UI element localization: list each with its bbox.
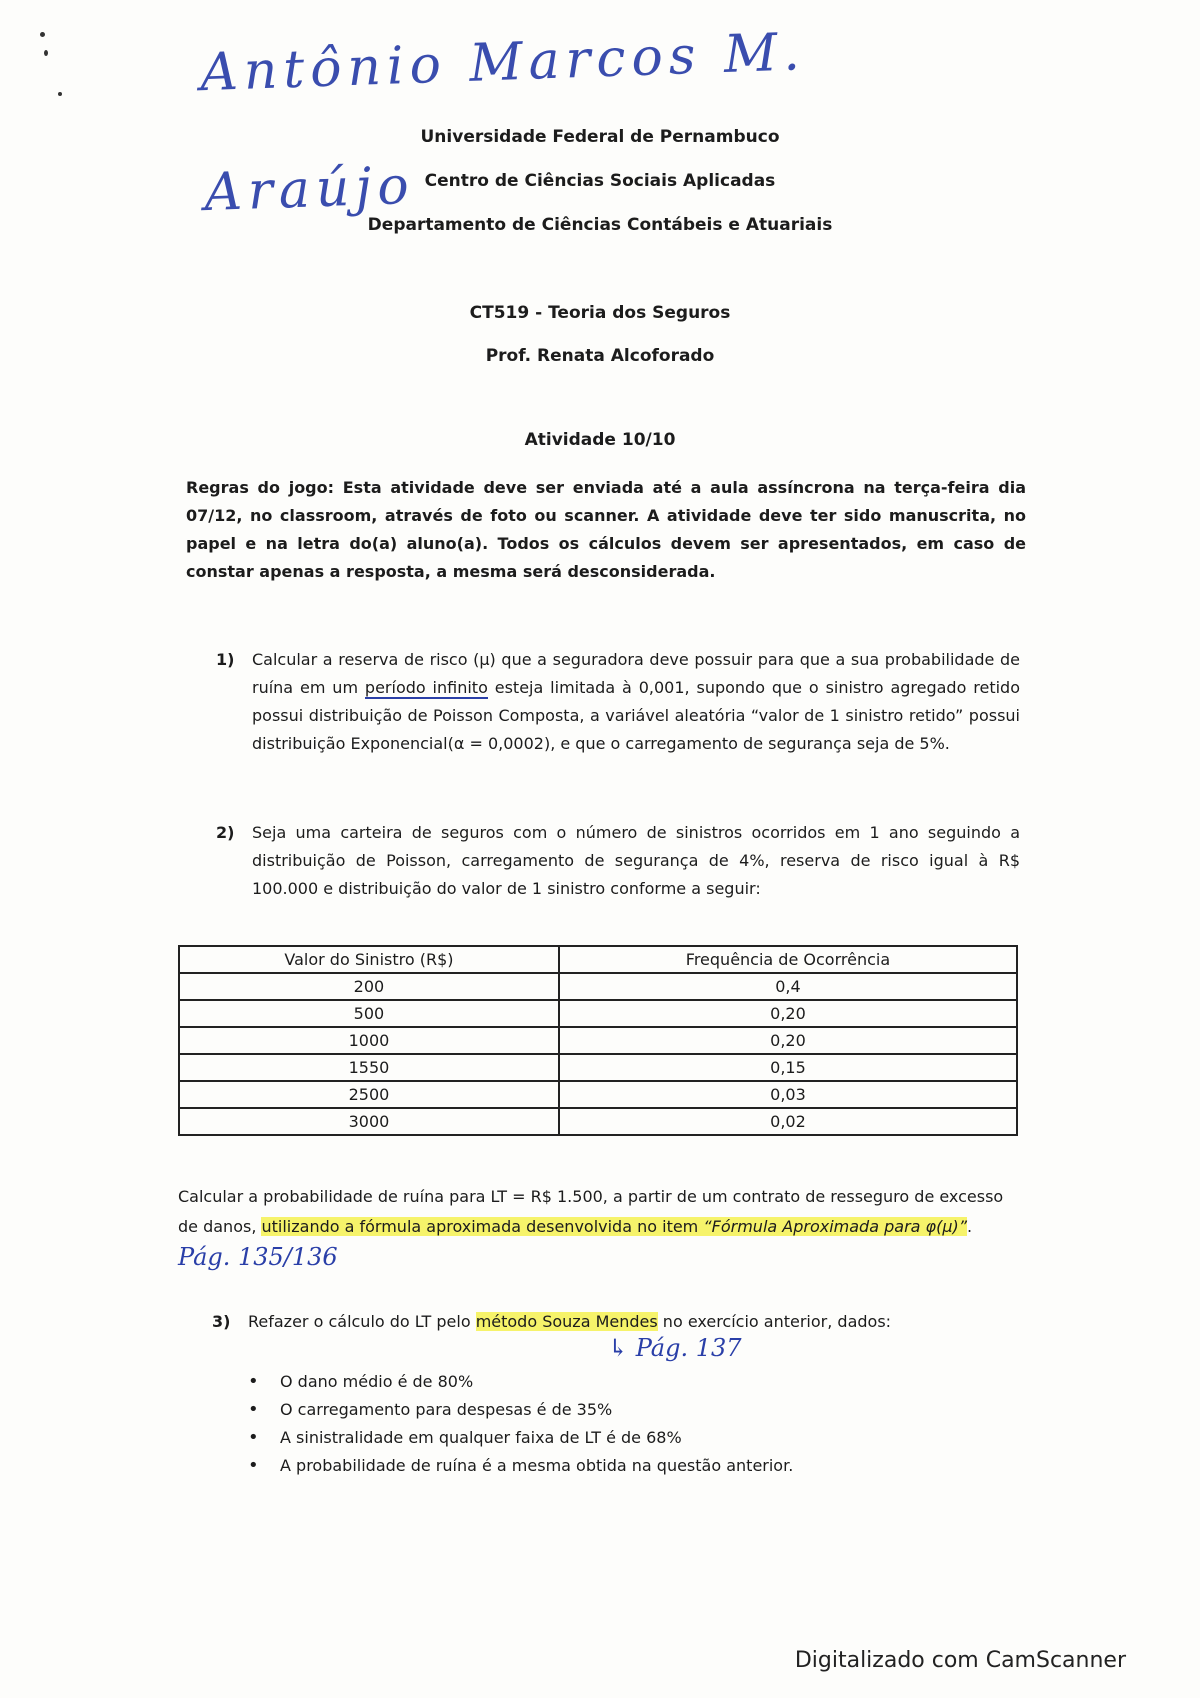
column-header: Valor do Sinistro (R$)	[179, 946, 559, 973]
handwritten-page-note: Pág. 135/136	[178, 1243, 338, 1271]
list-item: • O carregamento para despesas é de 35%	[248, 1396, 793, 1424]
column-header: Frequência de Ocorrência	[559, 946, 1017, 973]
question-1-number: 1)	[216, 650, 235, 669]
table-cell: 3000	[179, 1108, 559, 1135]
table-cell: 200	[179, 973, 559, 1000]
question-1-text: Calcular a reserva de risco (μ) que a seguradora deve possuir para que a sua probabilidade de ruína em um período infinito esteja limitada à 0,001, supondo que o sinistro agregado retido possui distribuição de Poisson Composta, a variável aleatória “valor de 1 sinistro retido” possui distribuição Exponencial(α = 0,0002), e que o carregamento de segurança seja de 5%.	[252, 650, 1020, 753]
rules-paragraph: Regras do jogo: Esta atividade deve ser enviada até a aula assíncrona na terça-feira dia 07/12, no classroom, através de foto ou scanner. A atividade deve ter sido manuscrita, no papel e na letra do(a) aluno(a). Todos os cálculos devem ser apresentados, em caso de constar apenas a resposta, a mesma será desconsiderada.	[186, 478, 1026, 581]
activity-title: Atividade 10/10	[524, 430, 676, 450]
question-2-calculation-text: Calcular a probabilidade de ruína para LT = R$ 1.500, a partir de um contrato de resseguro de excesso de danos, utilizando a fórmula aproximada desenvolvida no item “Fórmula Aproximada para φ(μ)”. Pág. 135/136	[178, 1187, 1004, 1271]
question-3-number: 3)	[212, 1312, 231, 1331]
scan-speck	[44, 50, 48, 56]
table-cell: 500	[179, 1000, 559, 1027]
table-row	[179, 1027, 1017, 1054]
highlighted-method: método Souza Mendes	[475, 1312, 658, 1331]
university-name: Universidade Federal de Pernambuco	[420, 127, 780, 147]
question-2-text: Seja uma carteira de seguros com o número de sinistros ocorridos em 1 ano seguindo a distribuição de Poisson, carregamento de segurança de 4%, reserva de risco igual à R$ 100.000 e distribuição do valor de 1 sinistro conforme a seguir:	[252, 823, 1020, 898]
table-cell: 0,15	[559, 1054, 1017, 1081]
list-item: • A probabilidade de ruína é a mesma obtida na questão anterior.	[248, 1452, 793, 1480]
table-row	[179, 1054, 1017, 1081]
list-item: • O dano médio é de 80%	[248, 1368, 793, 1396]
table-row	[179, 1081, 1017, 1108]
table-cell: 0,02	[559, 1108, 1017, 1135]
course-name: CT519 - Teoria dos Seguros	[469, 303, 731, 323]
highlighted-formula-title: “Fórmula Aproximada para φ(μ)”	[703, 1217, 968, 1236]
highlighted-text: utilizando a fórmula aproximada desenvolvida no item	[261, 1217, 704, 1236]
table-row	[179, 973, 1017, 1000]
professor-name: Prof. Renata Alcoforado	[485, 346, 715, 366]
center-name: Centro de Ciências Sociais Aplicadas	[424, 171, 776, 191]
table-header-row	[179, 946, 1017, 973]
given-data-list	[248, 1368, 793, 1480]
table-row	[179, 1108, 1017, 1135]
table-row	[179, 1000, 1017, 1027]
table-cell: 1000	[179, 1027, 559, 1054]
scanner-watermark: Digitalizado com CamScanner	[794, 1648, 1126, 1673]
handwritten-signature: Antônio Marcos M. Araújo	[199, 22, 807, 224]
table-cell: 1550	[179, 1054, 559, 1081]
table-cell: 0,20	[559, 1000, 1017, 1027]
list-item: • A sinistralidade em qualquer faixa de LT é de 68%	[248, 1424, 793, 1452]
table-cell: 0,20	[559, 1027, 1017, 1054]
table-cell: 0,03	[559, 1081, 1017, 1108]
loss-distribution-table	[178, 945, 1018, 1136]
table-cell: 2500	[179, 1081, 559, 1108]
handwritten-page-note-2: ↳ Pág. 137	[608, 1334, 742, 1362]
question-3-text: Refazer o cálculo do LT pelo método Souza Mendes no exercício anterior, dados:	[248, 1312, 892, 1331]
underlined-phrase: período infinito	[364, 678, 488, 697]
department-name: Departamento de Ciências Contábeis e Atuariais	[367, 215, 833, 235]
question-2-number: 2)	[216, 823, 235, 842]
scan-speck	[40, 32, 45, 37]
table-cell: 0,4	[559, 973, 1017, 1000]
scan-speck	[58, 92, 62, 96]
